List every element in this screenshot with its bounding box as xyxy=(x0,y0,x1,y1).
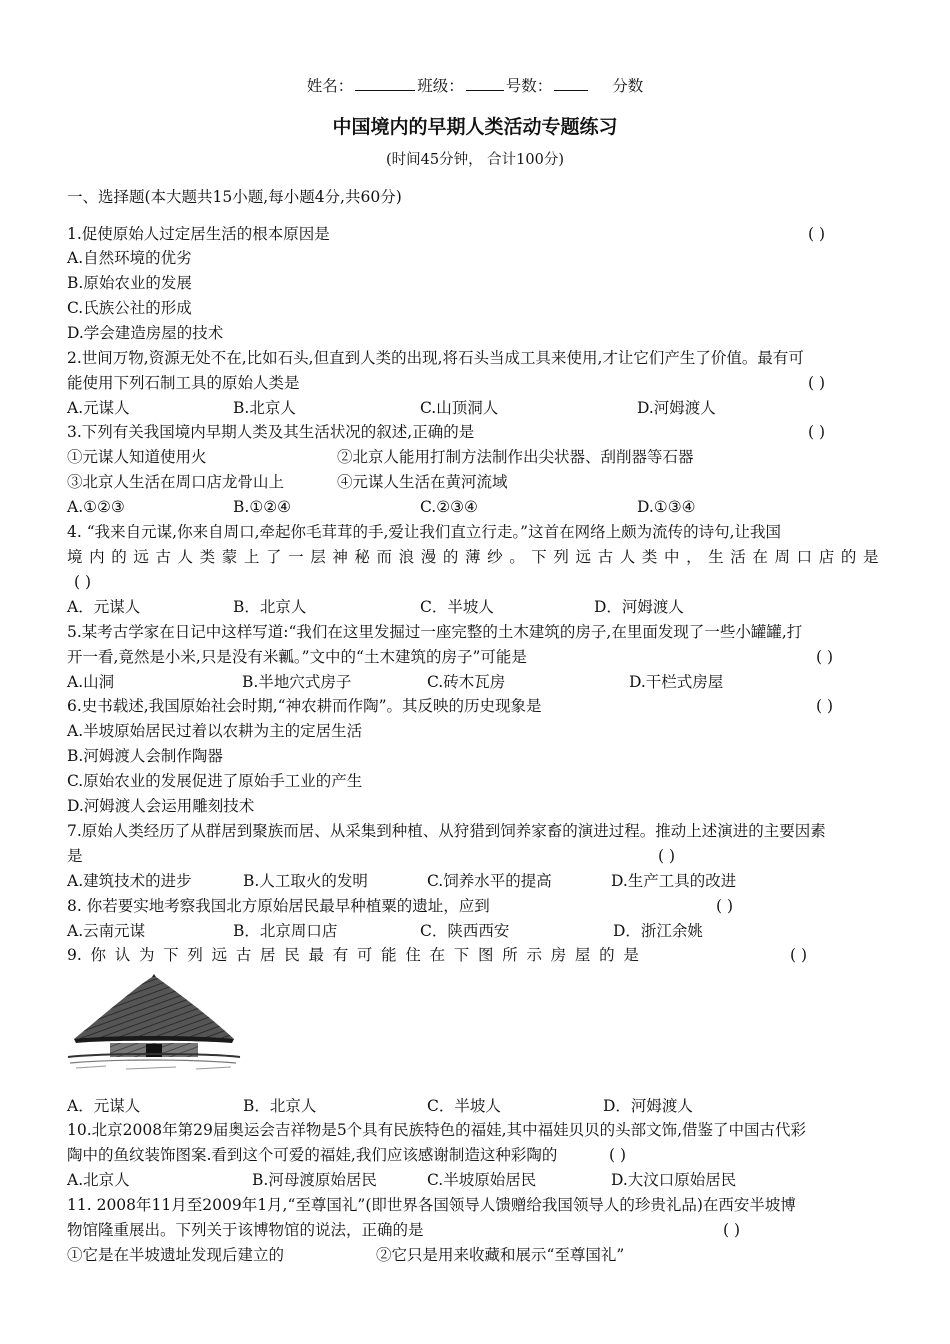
q9-option-d[interactable]: D．河姆渡人 xyxy=(603,1097,693,1115)
q10-option-a[interactable]: A.北京人 xyxy=(67,1171,130,1189)
q3-option-d[interactable]: D.①③④ xyxy=(637,498,696,516)
q5-option-b[interactable]: B.半地穴式房子 xyxy=(242,673,352,691)
q7-stem-line1: 7.原始人类经历了从群居到聚族而居、从采集到种植、从狩猎到饲养家畜的演进过程。推动上述演进的主要因素 xyxy=(67,822,826,840)
q4-stem-line2: 境 内 的 远 古 人 类 蒙 上 了 一 层 神 秘 而 浪 漫 的 薄 纱 。 下 列 远 古 人 类 中 ， 生 活 在 周 口 店 的 是 xyxy=(67,548,879,566)
q4-option-c[interactable]: C．半坡人 xyxy=(420,598,494,616)
q10-stem-line2: 陶中的鱼纹装饰图案.看到这个可爱的福娃,我们应该感谢制造这种彩陶的 xyxy=(67,1146,558,1164)
section-heading: 一、选择题(本大题共15小题,每小题4分,共60分) xyxy=(67,188,402,206)
page-subtitle: (时间45分钟， 合计100分) xyxy=(385,152,565,168)
q9-stem: 9. 你 认 为 下 列 远 古 居 民 最 有 可 能 住 在 下 图 所 示 房 屋 的 是 xyxy=(67,946,639,964)
q8-option-a[interactable]: A.云南元谋 xyxy=(67,922,146,940)
q8-option-d[interactable]: D．浙江余姚 xyxy=(613,922,703,940)
q2-answer-bracket[interactable]: ( ) xyxy=(808,374,826,392)
q3-statement-2: ②北京人能用打制方法制作出尖状器、刮削器等石器 xyxy=(337,448,694,466)
q6-option-c[interactable]: C.原始农业的发展促进了原始手工业的产生 xyxy=(67,772,363,790)
q11-answer-bracket[interactable]: ( ) xyxy=(723,1221,741,1239)
q11-statement-1: ①它是在半坡遗址发现后建立的 xyxy=(67,1246,285,1264)
q10-option-d[interactable]: D.大汶口原始居民 xyxy=(611,1171,737,1189)
q3-option-c[interactable]: C.②③④ xyxy=(420,498,478,516)
q4-answer-bracket[interactable]: ( ) xyxy=(74,573,92,591)
q1-option-d[interactable]: D.学会建造房屋的技术 xyxy=(67,324,224,342)
q2-option-a[interactable]: A.元谋人 xyxy=(67,399,130,417)
q4-option-a[interactable]: A．元谋人 xyxy=(67,598,141,616)
q6-answer-bracket[interactable]: ( ) xyxy=(816,697,834,715)
name-label: 姓名： xyxy=(306,77,354,95)
score-label: 分数 xyxy=(612,77,644,95)
q2-stem-line1: 2.世间万物,资源无处不在,比如石头,但直到人类的出现,将石头当成工具来使用,才让它们产生了价值。最有可 xyxy=(67,349,804,367)
q3-statement-3: ③北京人生活在周口店龙骨山上 xyxy=(67,473,285,491)
q7-option-c[interactable]: C.饲养水平的提高 xyxy=(427,872,552,890)
q7-option-d[interactable]: D.生产工具的改进 xyxy=(611,872,737,890)
q8-stem: 8. 你若要实地考察我国北方原始居民最早种植粟的遗址，应到 xyxy=(67,897,490,915)
page-title: 中国境内的早期人类活动专题练习 xyxy=(332,116,618,138)
q6-stem: 6.史书载述,我国原始社会时期,“神农耕而作陶”。其反映的历史现象是 xyxy=(67,697,542,715)
q11-stem-line2: 物馆隆重展出。下列关于该博物馆的说法，正确的是 xyxy=(67,1221,424,1239)
q2-option-b[interactable]: B.北京人 xyxy=(233,399,296,417)
number-label: 号数： xyxy=(505,77,553,95)
q6-option-d[interactable]: D.河姆渡人会运用雕刻技术 xyxy=(67,797,255,815)
q11-stem-line1: 11. 2008年11月至2009年1月,“至尊国礼”(即世界各国领导人馈赠给我国领导人的珍贵礼品)在西安半坡博 xyxy=(67,1196,796,1214)
number-blank[interactable] xyxy=(554,76,588,91)
q3-statement-1: ①元谋人知道使用火 xyxy=(67,448,207,466)
q1-option-b[interactable]: B.原始农业的发展 xyxy=(67,274,192,292)
q3-stem: 3.下列有关我国境内早期人类及其生活状况的叙述,正确的是 xyxy=(67,423,475,441)
thatched-hut-image xyxy=(66,973,242,1073)
q3-option-a[interactable]: A.①②③ xyxy=(67,498,125,516)
q9-option-b[interactable]: B．北京人 xyxy=(243,1097,317,1115)
q3-option-b[interactable]: B.①②④ xyxy=(233,498,292,516)
q2-option-d[interactable]: D.河姆渡人 xyxy=(637,399,716,417)
q4-option-b[interactable]: B．北京人 xyxy=(233,598,307,616)
q9-answer-bracket[interactable]: ( ) xyxy=(790,946,808,964)
class-label: 班级： xyxy=(417,77,464,95)
q8-option-c[interactable]: C．陕西西安 xyxy=(420,922,510,940)
q3-statement-4: ④元谋人生活在黄河流域 xyxy=(337,473,508,491)
q7-option-b[interactable]: B.人工取火的发明 xyxy=(243,872,368,890)
q8-answer-bracket[interactable]: ( ) xyxy=(716,897,734,915)
q6-option-a[interactable]: A.半坡原始居民过着以农耕为主的定居生活 xyxy=(67,722,363,740)
q2-option-c[interactable]: C.山顶洞人 xyxy=(420,399,499,417)
q1-option-c[interactable]: C.氏族公社的形成 xyxy=(67,299,192,317)
q7-stem-line2: 是 xyxy=(67,847,83,865)
q4-stem-line1: 4. “我来自元谋,你来自周口,牵起你毛茸茸的手,爱让我们直立行走。”这首在网络上颇为流传的诗句,让我国 xyxy=(67,523,782,541)
q10-option-c[interactable]: C.半坡原始居民 xyxy=(427,1171,537,1189)
q11-statement-2: ②它只是用来收藏和展示“至尊国礼” xyxy=(376,1246,625,1264)
q5-option-d[interactable]: D.干栏式房屋 xyxy=(629,673,724,691)
q8-option-b[interactable]: B．北京周口店 xyxy=(233,922,338,940)
q5-stem-line2: 开一看,竟然是小米,只是没有米瓤。”文中的“土木建筑的房子”可能是 xyxy=(67,648,527,666)
q7-answer-bracket[interactable]: ( ) xyxy=(658,847,676,865)
q5-option-c[interactable]: C.砖木瓦房 xyxy=(427,673,506,691)
q1-stem: 1.促使原始人过定居生活的根本原因是 xyxy=(67,225,330,243)
q9-option-c[interactable]: C．半坡人 xyxy=(427,1097,501,1115)
q6-option-b[interactable]: B.河姆渡人会制作陶器 xyxy=(67,747,223,765)
q5-stem-line1: 5.某考古学家在日记中这样写道:“我们在这里发掘过一座完整的土木建筑的房子,在里面发现了一些小罐罐,打 xyxy=(67,623,803,641)
q10-stem-line1: 10.北京2008年第29届奥运会吉祥物是5个具有民族特色的福娃,其中福娃贝贝的头部文饰,借鉴了中国古代彩 xyxy=(67,1121,807,1139)
class-blank[interactable] xyxy=(466,76,504,91)
q3-answer-bracket[interactable]: ( ) xyxy=(808,423,826,441)
q5-option-a[interactable]: A.山洞 xyxy=(67,673,115,691)
q10-answer-bracket[interactable]: ( ) xyxy=(609,1146,627,1164)
q1-option-a[interactable]: A.自然环境的优劣 xyxy=(67,249,192,267)
student-info-line xyxy=(0,74,950,96)
q5-answer-bracket[interactable]: ( ) xyxy=(816,648,834,666)
q7-option-a[interactable]: A.建筑技术的进步 xyxy=(67,872,192,890)
q2-stem-line2: 能使用下列石制工具的原始人类是 xyxy=(67,374,300,392)
q4-option-d[interactable]: D．河姆渡人 xyxy=(594,598,684,616)
q1-answer-bracket[interactable]: ( ) xyxy=(808,225,826,243)
q9-option-a[interactable]: A．元谋人 xyxy=(67,1097,141,1115)
name-blank[interactable] xyxy=(355,76,415,91)
q10-option-b[interactable]: B.河母渡原始居民 xyxy=(252,1171,377,1189)
